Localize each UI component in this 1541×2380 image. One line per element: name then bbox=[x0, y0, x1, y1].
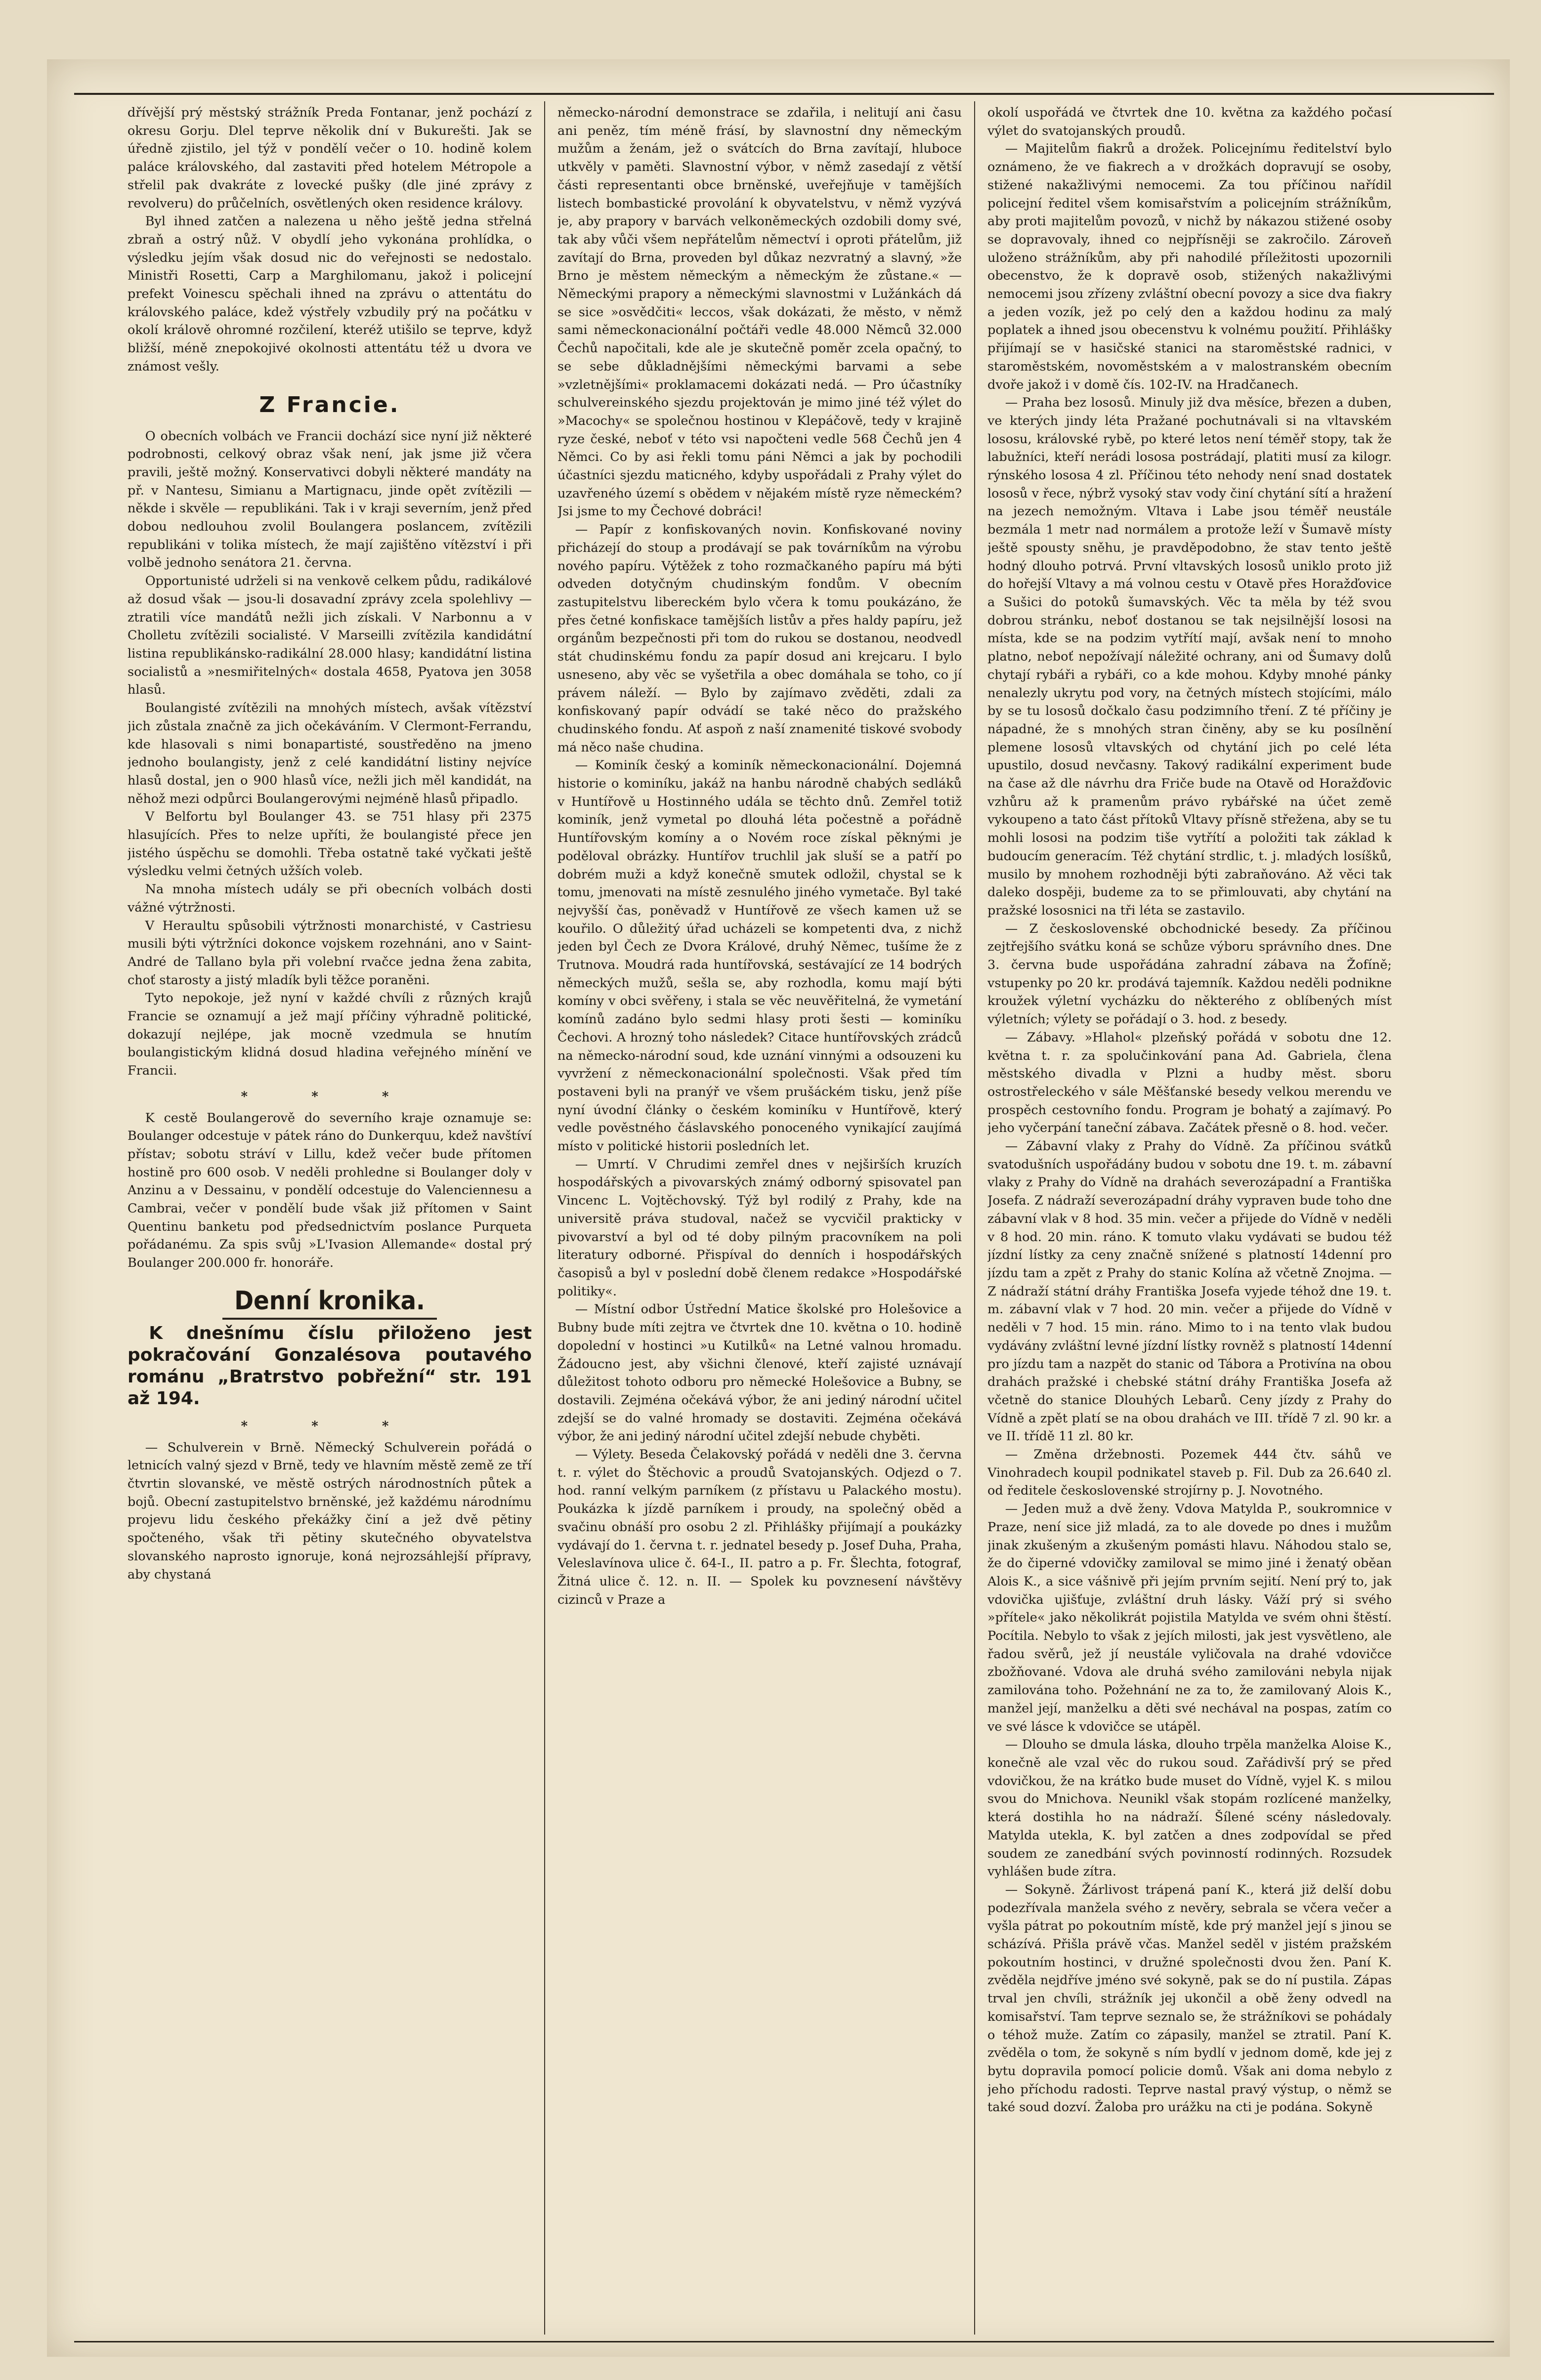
column-2 bbox=[557, 104, 962, 2337]
article-paragraph: — Zábavy. »Hlahol« plzeňský pořádá v sobotu dne 12. května t. r. za spolučinkování pana Ad. Gabriela, člena městského divadla v Plzni a hudby měst. sboru ostrostřeleckého v sále Měšťanské besedy velkou merendu ve prospěch cestovního fondu. Program je bohatý a zajímavý. Po jeho vyčerpání taneční zábava. Začátek přesně o 8. hod. večer. bbox=[987, 1030, 1392, 1136]
article-paragraph: — Zábavní vlaky z Prahy do Vídně. Za příčinou svátků svatodušních uspořádány budou v sobotu dne 19. t. m. zábavní vlaky z Prahy do Vídně na drahách severozápadní a Františka Josefa. Z nádraží severozápadní dráhy vypraven bude toho dne zábavní vlak v 8 hod. 35 min. večer a přijede do Vídně v neděli v 8 hod. 20 min. ráno. K tomuto vlaku vydávati se budou též jízdní lístky za ceny značně snížené s platností 14denní pro jízdu tam a zpět z Prahy do stanic Kolína až včetně Znojma. — Z nádraží státní dráhy Františka Josefa vyjede téhož dne 19. t. m. zábavní vlak v 7 hod. 20 min. večer a přijede do Vídně v neděli v 7 hod. 15 min. ráno. Mimo to i na tento vlak budou vydávány zvláštní levné jízdní lístky rovněž s platností 14denní pro jízdu tam a nazpět do stanic od Tábora a Protivína na obou drahách pražské i chebské státní dráhy Františka Josefa až včetně do stanice Dlouhých Lebarů. Ceny jízdy z Prahy do Vídně a zpět platí se na obou drahách ve III. třídě 7 zl. 90 kr. a ve II. třídě 11 zl. 80 kr. bbox=[987, 1139, 1392, 1444]
article-paragraph: — Změna držebnosti. Pozemek 444 čtv. sáhů ve Vinohradech koupil podnikatel staveb p. Fil. Dub za 26.640 zl. od ředitele československé strojírny p. J. Novotného. bbox=[987, 1447, 1392, 1499]
article-paragraph: O obecních volbách ve Francii dochází sice nyní již některé podrobnosti, celkový obraz však není, jak jsme již včera pravili, ještě možný. Konservativci dobyli některé mandáty na př. v Nantesu, Simianu a Martignacu, jinde opět zvítězili — někde i skvěle — republikáni. Tak i v kraji severním, jenž před dobou nedlouhou zvolil Boulangera poslancem, zvítězili republikáni v tolika místech, že mají zajištěno vítězství i při volbě jednoho senátora 21. června. bbox=[128, 428, 532, 571]
article-paragraph: — Praha bez lososů. Minuly již dva měsíce, březen a duben, ve kterých jindy léta Pražané pochutnávali si na vltavském lososu, královské rybě, po které letos není téměř stopy, tak že labužníci, kteří nerádi lososa postrádají, platiti musí za kilogr. rýnského lososa 4 zl. Příčinou této nehody není snad dostatek lososů v řece, nýbrž vysoký stav vody činí chytání sítí a hražení na jezech nemožným. Vltava i Labe jsou téměř neustále bezmála 1 metr nad normálem a protože leží v Šumavě místy ještě spousty sněhu, je pravděpodobno, že stav tento ještě hodný dlouho potrvá. První vltavských lososů uniklo proto již do hořejší Vltavy a má volnou cestu v Otavě přes Horažďovice a Sušici do potoků šumavských. Věc ta měla by též svou dobrou stránku, neboť dostanou se tak nejsilnější lososi na místa, kde se na podzim vytřítí mají, avšak není to mnoho platno, neboť nepožívají náležité ochrany, ani od Šumavy dolů chytají rybáři a rybáři, co a kde mohou. Kdyby mnohé pánky nenalezly ukrytu pod vory, na četných místech stojícími, málo by se tu lososů dočkalo času podzimního tření. Z té příčiny je nápadné, že s mnohých stran činěny, aby se ku posílnění plemene lososů vltavských od chytání jich po celé léta upustilo, dosud nevčasny. Takový radikální experiment bude na čase až dle návrhu dra Friče bude na Otavě od Horažďovic vzhůru až k pramenům právo rybářské na účet země vykoupeno a tato část přítoků Vltavy přísně střežena, aby se tu mohli lososi na podzim tiše vytřítí a položiti tak základ k budoucím generacím. Též chytání strdlic, t. j. mladých losíšků, musilo by mnohem rozhodněji býti zabraňováno. Až věci tak daleko dospěji, budeme za to se přimlouvati, aby chytání na pražské lososnici na tři léta se zastavilo. bbox=[987, 395, 1392, 918]
article-paragraph: Byl ihned zatčen a nalezena u něho ještě jedna střelná zbraň a ostrý nůž. V obydlí jeho vykonána prohlídka, o výsledku jejím však dosud nic do veřejnosti se nedostalo. Ministři Rosetti, Carp a Marghilomanu, jakož i policejní prefekt Voinescu spěchali ihned na zprávu o attentátu do královského paláce, kdež výstřely vzbudily prý na počátku v okolí králově ohromné rozčilení, kteréž utišilo se teprve, když bližší, méně znepokojivé okolnosti attentátu též u dvora ve známost vešly. bbox=[128, 214, 532, 374]
article-paragraph: — Jeden muž a dvě ženy. Vdova Matylda P., soukromnice v Praze, není sice již mladá, za to ale dovede po dnes i mužům jinak zkušeným a zkušeným pomásti hlavu. Náhodou stalo se, že do čiperné vdovičky zamiloval se mimo jiné i ženatý oběan Alois K., a sice vášnivě při jejím prvním sejití. Není prý to, jak vdovička ujišťuje, zvláštní druh lásky. Váží prý si svého »přítele« jako několikrát pojistila Matylda ve svém ohni štěstí. Pocítila. Nebylo to však z jejích milosti, jak jest vysvětleno, ale řadou svěrů, jež jí neustále vyličovala na drahé vdovičce zbožňované. Vdova ale druhá svého zamilováni nebyla nijak zamilována toho. Požehnání ne za to, že zamilovaný Alois K., manžel její, manželku a děti své nechával na pospas, zatím co ve své lásce k vdovičce se utápěl. bbox=[987, 1502, 1392, 1734]
article-paragraph: — Kominík český a kominík německonacionální. Dojemná historie o kominíku, jakáž na hanbu národně chabých sedláků v Huntířově u Hostinného udála se těchto dnů. Zemřel totiž kominík, jenž vymetal po dlouhá léta počestně a pořádně Huntířovským komíny a o Novém roce získal pěknými je poděloval obrázky. Huntířov truchlil jak sluší se a patří po dobrém muži a když konečně smutek odložil, chystal se k tomu, jmenovati na místě zesnulého jiného vymetače. Byl také nejvyšší čas, poněvadž v Huntířově ze všech kamen už se kouřilo. O důležitý úřad ucházeli se kompetenti dva, z nichž jeden byl Čech ze Dvora Králové, druhý Němec, tušíme že z Trutnova. Moudrá rada huntířovská, sestávající ze 14 bodrých německých mužů, sešla se, aby rozhodla, komu mají býti komíny v obci svěřeny, i stala se věc neuvěřitelná, že vymetání komínů zadáno bylo sedmi hlasy proti šesti — kominíku Čechovi. A hrozný toho následek? Citace huntířovských zrádců na německo-národní soud, kde uznání vinnými a odsouzeni ku vyvržení z německonacionální společnosti. Však před tím postaveni byli na pranýř ve všem prušáckém tisku, jenž píše nyní úvodní články o českém kominíku v Huntířově, který vedle pověstného čáslavského ponoceného vynikající zaujímá místo v politické historii posledních let. bbox=[557, 758, 962, 1154]
bottom-rule bbox=[74, 2341, 1494, 2342]
column-rule-1 bbox=[544, 101, 545, 2335]
column-rule-2 bbox=[974, 101, 975, 2335]
separator-stars: * * * bbox=[241, 1419, 419, 1434]
article-paragraph: K cestě Boulangerově do severního kraje oznamuje se: Boulanger odcestuje v pátek ráno do Dunkerquu, kdež navštíví přístav; sobotu stráví v Lillu, kdež večer bude přítomen hostině pro 600 osob. V neděli prohledne si Boulanger doly v Anzinu a v Dessainu, v pondělí odcestuje do Valenciennesu a Cambrai, večer v pondělí bude však již přítomen v Saint Quentinu banketu pod předsednictvím poslance Purqueta pořádanému. Za spis svůj »L'Ivasion Allemande« dostal prý Boulanger 200.000 fr. honoráře. bbox=[128, 1110, 532, 1271]
supplement-announcement: K dnešnímu číslu přiloženo jest pokračování Gonzalésova poutavého románu „Bratrstvo pobřežní“ str. 191 až 194. bbox=[128, 1323, 532, 1409]
article-paragraph: — Sokyně. Žárlivost trápená paní K., která již delší dobu podezřívala manžela svého z nevěry, sebrala se včera večer a vyšla pátrat po pokoutním místě, kde prý manžel její s jinou se scházívá. Přišla právě včas. Manžel seděl v jistém pražském pokoutním hostinci, v družné společnosti dvou žen. Paní K. zvěděla nejdříve jméno své sokyně, pak se do ní pustila. Zápas trval jen chvíli, strážník jej ukončil a obě ženy odvedl na komisařství. Tam teprve seznalo se, že strážníkovi se pohádaly o téhož muže. Zatím co zápasily, manžel se ztratil. Paní K. zvěděla o tom, že sokyně s ním bydlí v jednom domě, kde jej z bytu dopravila pomocí policie domů. Však ani doma nebylo z jeho příchodu radosti. Teprve nastal pravý výstup, o němž se také soud dozví. Žaloba pro urážku na cti je podána. Sokyně bbox=[987, 1882, 1392, 2115]
article-paragraph: dřívější prý městský strážník Preda Fontanar, jenž pochází z okresu Gorju. Dlel teprve několik dní v Bukurešti. Jak se úředně zjistilo, jel týž v pondělí večer o 10. hodině kolem paláce královského, dal zastaviti před hotelem Métropole a střelil pak dvakráte z lovecké pušky (dle jiné zprávy z revolveru) do průčelních, osvětlených oken residence královy. bbox=[128, 105, 532, 211]
separator-stars: * * * bbox=[241, 1089, 419, 1104]
column-3 bbox=[987, 104, 1392, 2337]
article-paragraph: — Papír z konfiskovaných novin. Konfiskované noviny přicházejí do stoup a prodávají se pak továrníkům na výrobu nového papíru. Výtěžek z toho rozmačkaného papíru má býti odveden dotyčným chudinským fondům. V obecním zastupitelstvu libereckém bylo včera k tomu poukázáno, že přes četné konfiskace tamějších listův a přes haldy papíru, jež orgánům bezpečnosti při tom do rukou se dostanou, neodvedl stát chudinskému fondu za papír dosud ani krejcaru. I bylo usneseno, aby věc se vyšetřila a obec domáhala se toho, co jí právem náleží. — Bylo by zajímavo zvěděti, zdali za konfiskovaný papír odvádí se také něco do pražského chudinského fondu. Ať aspoň z naší znamenité tiskové svobody má něco naše chudina. bbox=[557, 522, 962, 755]
article-paragraph: V Heraultu spůsobili výtržnosti monarchisté, v Castriesu musili býti výtržníci dokonce vojskem rozehnáni, ano v Saint-André de Tallano byla při volební rvačce jedna žena zabita, choť starosty a jistý mladík byli těžce poraněni. bbox=[128, 918, 532, 988]
top-rule bbox=[74, 93, 1494, 95]
article-paragraph: Boulangisté zvítězili na mnohých místech, avšak vítězství jich zůstala značně za jich očekáváním. V Clermont-Ferrandu, kde hlasovali s nimi bonapartisté, soustředěno na jmeno jednoho boulangisty, jenž z celé kandidátní listiny nejvíce hlasů dostal, jen o 900 hlasů více, nežli jich měl kandidát, na něhož mezi odpůrci Boulangerovými nejméně hlasů připadlo. bbox=[128, 701, 532, 806]
article-paragraph: — Majitelům fiakrů a drožek. Policejnímu ředitelství bylo oznámeno, že ve fiakrech a v drožkách dopravují se osoby, stižené nakažlivými nemocemi. Za tou příčinou nařídil policejní ředitel všem komisařstvím a policejním strážníkům, aby proti majitelům povozů, v nichž by nákazou stižené osoby se dopravovaly, ihned co nejpřísněji se zakročilo. Zároveň uloženo strážníkům, aby při nahodilé příležitosti upozornili obecenstvo, že k dopravě osob, stižených nakažlivými nemocemi jsou zřízeny zvláštní obecní povozy a sice dva fiakry a jeden vozík, jež po celý den a každou hodinu za malý poplatek a ihned jsou obecenstvu k volnému použití. Přihlášky přijímají se v hasičské stanici na staroměstské radnici, v staroměstském, novoměstském a v malostranském obecním dvoře jakož i v domě čís. 102-IV. na Hradčanech. bbox=[987, 141, 1392, 392]
article-paragraph: — Výlety. Beseda Čelakovský pořádá v neděli dne 3. června t. r. výlet do Štěchovic a proudů Svatojanských. Odjezd o 7. hod. ranní velkým parníkem (z přístavu u Palackého mostu). Poukázka k jízdě parníkem i proudy, na společný oběd a svačinu obnáší pro osobu 2 zl. Přihlášky přijímají a poukázky vydávají do 1. června t. r. jednatel besedy p. Josef Duha, Praha, Veleslavínova ulice č. 64-I., II. patro a p. Fr. Šlechta, fotograf, Žitná ulice č. 12. n. II. — Spolek ku povznesení návštěvy cizinců v Praze a bbox=[557, 1447, 962, 1607]
section-heading-kronika bbox=[128, 1286, 532, 1316]
article-paragraph: — Místní odbor Ústřední Matice školské pro Holešovice a Bubny bude míti zejtra ve čtvrtek dne 10. května o 10. hodině dopolední v hostinci »u Kutilků« na Letné valnou hromadu. Žádoucno jest, aby všichni členové, kteří zajisté uznávají důležitost tohoto odboru pro německé Holešovice a Bubny, se dostavili. Zejména očekává výbor, že ani jediný národní učitel zdejší se do valné hromady se dostaviti. Zejména očekává výbor, že ani jediný národní učitel zdejší nebude chyběti. bbox=[557, 1302, 962, 1444]
article-paragraph: — Dlouho se dmula láska, dlouho trpěla manželka Aloise K., konečně ale vzal věc do rukou soud. Zařádivší prý se před vdovičkou, že na krátko bude muset do Vídně, vyjel K. s milou svou do Mnichova. Neunikl však stopám rozlícené manželky, která dostihla ho na nádraží. Šílené scény následovaly. Matylda utekla, K. byl zatčen a dnes zodpovídal se před soudem ze zanedbání svých povinností rodinných. Rozsudek vyhlášen bude zítra. bbox=[987, 1737, 1392, 1879]
article-paragraph: — Schulverein v Brně. Německý Schulverein pořádá o letnicích valný sjezd v Brně, tedy ve hlavním městě země ze tří čtvrtin slovanské, ve městě ostrých národnostních půtek a bojů. Obecní zastupitelstvo brněnské, jež každému národnímu projevu lidu českého překážky činí a jež dvě pětiny spočteného, však tři pětiny skutečného obyvatelstva slovanského naprosto ignoruje, koná nejrozsáhlejší přípravy, aby chystaná bbox=[128, 1440, 532, 1582]
section-heading-kronika-text: Denní kronika. bbox=[222, 1286, 437, 1320]
section-heading-francie: Z Francie. bbox=[259, 392, 400, 418]
article-paragraph: — Z československé obchodnické besedy. Za příčinou zejtřejšího svátku koná se schůze výboru správního dnes. Dne 3. června bude uspořádána zahradní zábava na Žofíně; vstupenky po 20 kr. prodává tajemník. Každou neděli podnikne kroužek výletní vycházku do některého z oblíbených míst výletních; výlety se pořádají o 3. hod. z besedy. bbox=[987, 921, 1392, 1027]
article-paragraph: okolí uspořádá ve čtvrtek dne 10. května za každého počasí výlet do svatojanských proudů. bbox=[987, 105, 1392, 138]
article-paragraph: německo-národní demonstrace se zdařila, i nelitují ani času ani peněz, tím méně frásí, by slavnostní dny německým mužům a ženám, jež o svátcích do Brna zavítají, hluboce utkvěly v paměti. Slavnostní výbor, v němž zasedají z větší části representanti obce brněnské, uveřejňuje v tamějších listech bombastické provolání k obyvatelstvu, v němž vyzývá je, aby prapory v barvách velkoněmeckých ozdobili domy své, tak aby vůči všem nepřátelům němectví i oproti přátelům, již zavítají do Brna, proveden byl důkaz nezvratný a slavný, »že Brno je městem německým a německým že zůstane.« — Německými prapory a německými slavnostmi v Lužánkách dá se sice »osvědčiti« leccos, však dokázati, že město, v němž sami německonacionální počtáři vedle 48.000 Němců 32.000 Čechů napočitali, kde ale je skutečně poměr zcela opačný, to se sebe důkladnějšími německými barvami a sebe »vzletnějšími« proklamacemi dokázati nedá. — Pro účastníky schulvereinského sjezdu projektován je mimo jiné též výlet do »Macochy« se společnou hostinou v Klepáčově, tedy v krajině ryze české, neboť v této vsi napočteni vedle 568 Čechů jen 4 Němci. Co by asi řekli tomu páni Němci a jak by pochodili účastníci sjezdu maticného, kdyby uspořádali z Prahy výlet do uzavřeného území s obědem v nějakém místě ryze německém? Jsi jsme to my Čechové dobráci! bbox=[557, 105, 962, 519]
column-1 bbox=[128, 104, 532, 2337]
article-paragraph: Tyto nepokoje, jež nyní v každé chvíli z různých krajů Francie se oznamují a jež mají příčiny výhradně politické, dokazují nejlépe, jak mocně vzedmula se hnutím boulangistickým klidná dosud hladina veřejného mínění ve Francii. bbox=[128, 991, 532, 1079]
article-paragraph: Na mnoha místech udály se při obecních volbách dosti vážné výtržnosti. bbox=[128, 882, 532, 915]
article-paragraph: V Belfortu byl Boulanger 43. se 751 hlasy při 2375 hlasujících. Přes to nelze upříti, že boulangisté přece jen jistého úspěchu se domohli. Třeba ostatně také vyčkati ještě výsledku velmi četných užších voleb. bbox=[128, 809, 532, 879]
article-paragraph: — Umrtí. V Chrudimi zemřel dnes v nejširších kruzích hospodářských a pivovarských známý odborný spisovatel pan Vincenc L. Vojtěchovský. Týž byl rodilý z Prahy, kde na universitě práva studoval, načež se vycvičil prakticky v pivovarství a byl od té doby pilným pracovníkem na poli literatury odborné. Přispíval do denních i hospodářských časopisů a byl v poslední době členem redakce »Hospodářské politiky«. bbox=[557, 1157, 962, 1299]
article-paragraph: Opportunisté udrželi si na venkově celkem půdu, radikálové až dosud však — jsou-li dosavadní zprávy zcela spolehlivy — ztratili více mandátů nežli jich získali. V Narbonnu a v Cholletu zvítězili socialisté. V Marseilli zvítězila kandidátní listina republikánsko-radikální 28.000 hlasy; kandidátní listina socialistů a »nesmiřitelných« dostala 4658, Pyatova jen 3058 hlasů. bbox=[128, 574, 532, 698]
